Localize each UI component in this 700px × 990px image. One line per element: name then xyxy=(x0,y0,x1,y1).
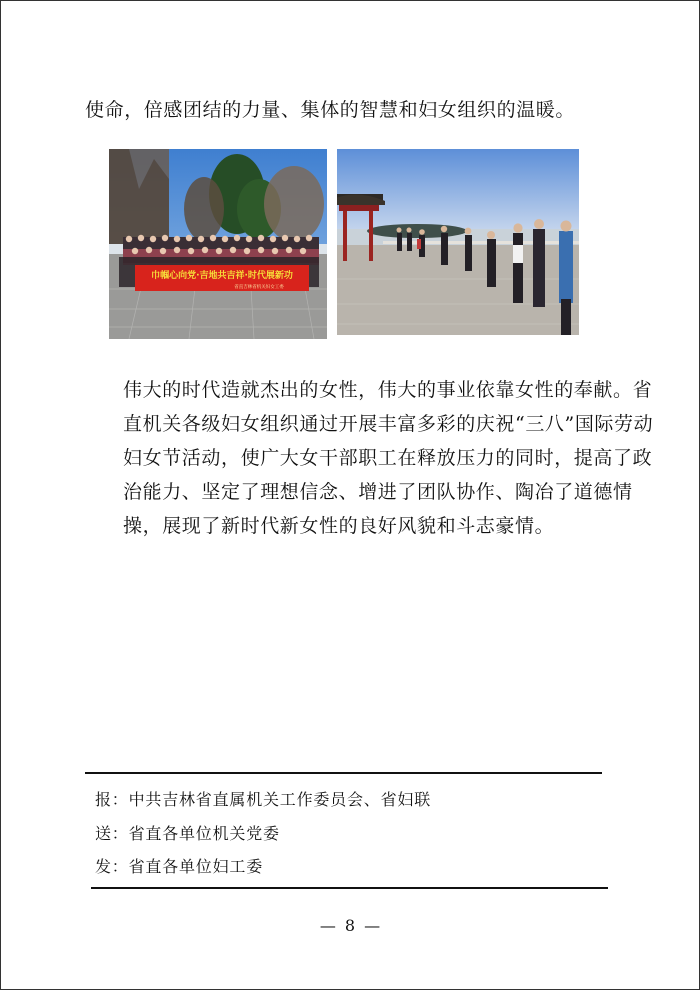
banner-subtext: 省直吉林省机关妇女工委 xyxy=(234,285,284,290)
group-photo-with-banner xyxy=(109,149,327,339)
send-to-line: 送：省直各单位机关党委 xyxy=(95,824,280,843)
body-paragraph-1: 使命，倍感团结的力量、集体的智慧和妇女组织的温暖。 xyxy=(85,99,576,121)
issue-to-line: 发：省直各单位妇工委 xyxy=(95,857,264,876)
distribution-bottom-rule xyxy=(91,887,608,889)
body-paragraph-2: 伟大的时代造就杰出的女性，伟大的事业依靠女性的奉献。省直机关各级妇女组织通过开展丰富多彩的庆祝“三八”国际劳动妇女节活动，使广大女干部职工在释放压力的同时，提高了政治能力、坚定了理想信念、增进了团队协作、陶冶了道德情操，展现了新时代新女性的良好风貌和斗志豪情。 xyxy=(123,379,654,537)
page-number: — 8 — xyxy=(319,916,383,935)
report-to-line: 报：中共吉林省直属机关工作委员会、省妇联 xyxy=(95,790,432,809)
banner-text: 巾帼心向党·吉地共吉祥·时代展新功 xyxy=(151,271,293,281)
distribution-top-rule xyxy=(85,772,602,774)
lakeside-walk-photo xyxy=(337,149,579,335)
